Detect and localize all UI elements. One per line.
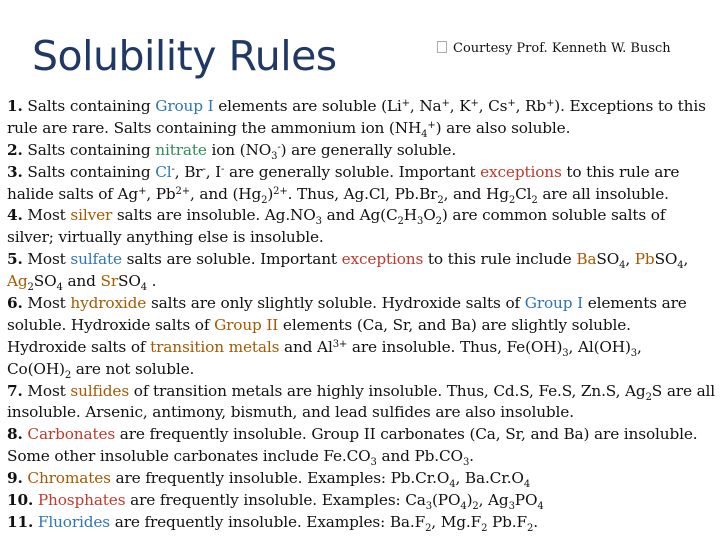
text: are generally soluble. Important: [228, 162, 476, 181]
text: . Thus, Ag.Cl, Pb.Br: [287, 184, 438, 203]
text: elements (Ca, Sr, and Ba) are slightly soluble.: [282, 315, 631, 334]
rule-number: 9.: [7, 469, 23, 488]
text: ) are generally soluble.: [280, 140, 457, 159]
keyword-hydroxide: hydroxide: [70, 294, 147, 313]
subscript: 2: [508, 194, 516, 206]
subscript: 2: [27, 282, 34, 294]
rule-number: 2.: [7, 140, 23, 159]
text: , Al(OH): [568, 337, 631, 356]
subscript: 4: [677, 260, 684, 272]
charge: +: [138, 185, 147, 197]
charge: -: [277, 141, 281, 153]
text: and Ag(C: [326, 206, 398, 225]
rule-6-line-3: Hydroxide salts of transition metals and $Al^{3+}$ are insoluble. Thus, $Fe(OH)_3$, $Al(OH)_3$,: [7, 337, 642, 359]
text: ). Exceptions to this: [554, 97, 706, 115]
subscript: 3: [462, 457, 470, 469]
subscript: 4: [140, 282, 147, 294]
rule-number: 6.: [7, 294, 23, 313]
rule-2: [7, 140, 719, 162]
text: are frequently insoluble. Examples: Ba.F: [114, 512, 426, 531]
subscript: 2: [261, 194, 268, 206]
rule-6-line-2: [7, 315, 719, 337]
charge: +: [507, 98, 516, 109]
text: Most: [27, 294, 66, 313]
subscript: 3: [315, 216, 322, 228]
subscript: 2: [397, 216, 404, 228]
text: , I: [205, 162, 222, 181]
text: SO: [654, 250, 678, 269]
rule-8-line-2: [7, 446, 719, 468]
keyword-fluorides: Fluorides: [37, 512, 111, 531]
subscript: 3: [416, 216, 424, 228]
rule-number: 8.: [7, 425, 23, 444]
keyword-exceptions: exceptions: [341, 250, 424, 269]
subscript: 2: [437, 194, 444, 206]
rule-6-line-4: [7, 359, 719, 381]
rule-5-line-2: $Ag_2SO_4$ and SrSO$_4$ .: [7, 272, 157, 294]
metal-lead: Pb: [634, 250, 655, 269]
text: Most: [27, 250, 66, 269]
subscript: 3: [508, 501, 515, 513]
keyword-sulfate: sulfate: [70, 250, 122, 269]
keyword-chloride: Cl: [155, 162, 172, 181]
rule-5-line-1: 5. Most sulfate salts are soluble. Important exceptions to this rule include BaSO$_4$, PbSO$_4$,: [7, 250, 689, 272]
credit-label: Courtesy Prof. Kenneth W. Busch: [453, 41, 671, 56]
metal-barium: Ba: [576, 250, 597, 269]
text: and Al: [284, 337, 333, 356]
text: ): [466, 491, 473, 510]
metal-strontium: Sr: [100, 272, 118, 291]
keyword-transition-metals: transition metals: [150, 337, 280, 356]
credit-text: [437, 41, 671, 56]
text: , Na: [409, 97, 442, 115]
subscript: 3: [271, 150, 278, 162]
text: and: [67, 272, 96, 291]
text: SO: [596, 250, 620, 269]
subscript: 2: [64, 369, 72, 381]
text: soluble. Hydroxide salts of: [7, 315, 210, 334]
text: are frequently insoluble. Examples: Pb.Cr.O: [115, 469, 450, 488]
text: rule are rare. Salts containing the ammonium ion (: [7, 118, 395, 137]
text: Some other insoluble carbonates include Fe.CO: [7, 447, 371, 466]
rule-number: 3.: [7, 162, 23, 181]
text: of transition metals are highly insoluble. Thus, Cd.S, Fe.S, Zn.S, Ag: [133, 381, 646, 400]
charge: +: [427, 119, 436, 131]
subscript: 2: [472, 501, 479, 513]
text: Ag: [117, 184, 139, 203]
rule-1-line-2: [7, 118, 719, 140]
text: are all insoluble.: [542, 184, 669, 203]
text: S are all: [651, 381, 716, 400]
charge: +: [441, 98, 450, 109]
subscript: 2: [435, 216, 442, 228]
charge: 2+: [273, 185, 288, 197]
subscript: 4: [523, 479, 531, 491]
rule-9: [7, 468, 719, 490]
subscript: 4: [56, 282, 63, 294]
text: , and Hg: [443, 184, 509, 203]
rule-number: 10.: [7, 491, 34, 510]
keyword-silver: silver: [70, 206, 113, 225]
charge: -: [221, 163, 225, 175]
subscript: 4: [460, 501, 467, 513]
text: , Ba.Cr.O: [455, 469, 524, 488]
text: SO: [117, 272, 141, 291]
subscript: 3: [630, 347, 638, 359]
bullet-box-icon: [437, 41, 447, 53]
text: insoluble. Arsenic, antimony, bismuth, and lead sulfides are also insoluble.: [7, 403, 574, 422]
rule-8-line-1: [7, 424, 719, 446]
subscript: 2: [526, 522, 534, 534]
text: Most: [27, 381, 66, 400]
subscript: 3: [562, 347, 569, 359]
text: Salts containing: [27, 97, 151, 115]
text: elements are soluble (Li: [218, 97, 402, 115]
text: are frequently insoluble. Examples: Ca: [130, 491, 426, 510]
rules-body: [7, 96, 719, 534]
text: PO: [514, 491, 538, 510]
subscript: 2: [425, 522, 432, 534]
keyword-carbonates: Carbonates: [27, 425, 116, 444]
rule-10: [7, 490, 719, 512]
text: salts are soluble. Important: [126, 250, 337, 269]
keyword-group-i: Group I: [524, 294, 583, 313]
text: to this rule include: [427, 250, 572, 269]
text: ) are also soluble.: [435, 118, 571, 137]
rule-number: 4.: [7, 206, 23, 225]
charge: +: [401, 98, 410, 109]
keyword-phosphates: Phosphates: [37, 491, 126, 510]
page-title: Solubility Rules: [32, 32, 337, 80]
text: halide salts of: [7, 184, 113, 203]
text: ion (NO: [211, 140, 272, 159]
keyword-chromates: Chromates: [27, 469, 111, 488]
keyword-group-ii: Group II: [214, 315, 279, 334]
text: Co(OH): [7, 359, 65, 378]
charge: -: [202, 163, 206, 175]
charge: -: [171, 163, 175, 175]
text: , K: [449, 97, 471, 115]
rule-3-line-1: [7, 162, 719, 184]
text: are frequently insoluble. Group II carbonates (Ca, Sr, and Ba) are insoluble.: [119, 425, 698, 444]
text: Most: [27, 206, 66, 225]
keyword-group-i: Group I: [155, 97, 214, 115]
text: Pb.F: [492, 512, 527, 531]
charge: 3+: [332, 338, 348, 350]
keyword-sulfides: sulfides: [70, 381, 130, 400]
subscript: 2: [481, 522, 488, 534]
text: Salts containing: [27, 162, 151, 181]
text: and Pb.CO: [381, 447, 463, 466]
keyword-nitrate: nitrate: [155, 140, 207, 159]
subscript: 3: [370, 457, 377, 469]
subscript: 4: [619, 260, 626, 272]
rule-7-line-1: [7, 381, 719, 403]
rule-number: 11.: [7, 512, 34, 531]
metal-silver: Ag: [7, 272, 28, 291]
text: salts are only slightly soluble. Hydroxide salts of: [150, 294, 521, 313]
text: ) are common soluble salts of: [441, 206, 666, 225]
rule-number: 5.: [7, 250, 23, 269]
text: , Br: [174, 162, 203, 181]
text: salts are insoluble. Ag.NO: [116, 206, 316, 225]
text: .: [533, 512, 538, 531]
text: (PO: [431, 491, 461, 510]
rule-4-line-1: [7, 205, 719, 227]
rule-6-line-1: [7, 293, 719, 315]
charge: 2+: [175, 185, 190, 197]
text: are insoluble. Thus, Fe(OH): [351, 337, 563, 356]
text: (Hg: [232, 184, 262, 203]
text: , Cs: [478, 97, 508, 115]
subscript: 4: [537, 501, 544, 513]
text: silver; virtually anything else is insoluble.: [7, 228, 324, 247]
text: .: [469, 447, 474, 466]
subscript: 4: [421, 128, 428, 140]
text: O: [423, 206, 436, 225]
keyword-exceptions: exceptions: [480, 162, 562, 181]
rule-4-line-2: [7, 227, 719, 249]
rule-3-line-2: halide salts of Ag+, $Pb^{2+}$, and $(Hg_2)^{2+}$. Thus, Ag.Cl, $Pb.Br_2$, and $Hg_2Cl_2$ are all insoluble.: [7, 184, 669, 206]
text: elements are: [587, 294, 687, 313]
text: , Mg.F: [431, 512, 482, 531]
rule-11: [7, 512, 719, 534]
text: Pb: [155, 184, 176, 203]
text: NH: [394, 118, 422, 137]
text: H: [403, 206, 417, 225]
text: Salts containing: [27, 140, 151, 159]
text: , Ag: [478, 491, 509, 510]
text: SO: [33, 272, 57, 291]
rule-1-line-1: [7, 96, 719, 118]
text: to this rule are: [566, 162, 680, 181]
text: Hydroxide salts of: [7, 337, 146, 356]
text: are not soluble.: [75, 359, 195, 378]
text: Cl: [515, 184, 532, 203]
rule-number: 1.: [7, 97, 23, 115]
subscript: 2: [531, 194, 538, 206]
rule-number: 7.: [7, 381, 23, 400]
charge: +: [546, 98, 555, 109]
subscript: 2: [645, 391, 652, 403]
subscript: 4: [449, 479, 456, 491]
subscript: 3: [425, 501, 432, 513]
text: , Rb: [515, 97, 547, 115]
rule-7-line-2: [7, 402, 719, 424]
charge: +: [470, 98, 479, 109]
